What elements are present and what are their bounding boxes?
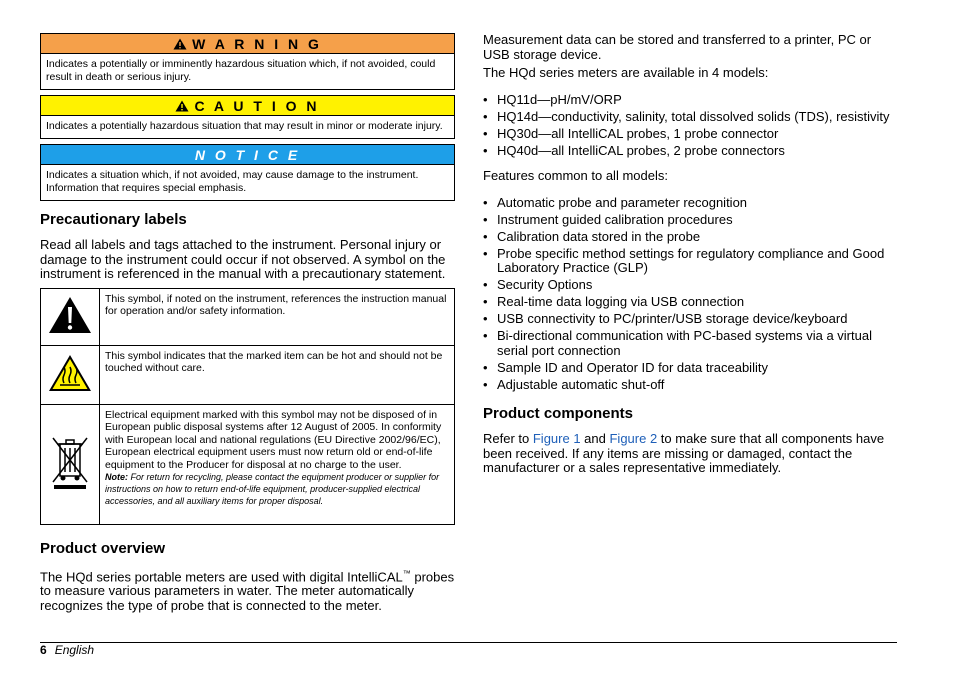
right-column bbox=[483, 33, 897, 476]
general-warning-icon bbox=[47, 295, 93, 335]
caution-header bbox=[41, 96, 454, 116]
warning-text: Indicates a potentially or imminently hazardous situation which, if not avoided, could result in death or serious injury. bbox=[46, 58, 436, 83]
page-number: 6 bbox=[40, 643, 47, 657]
caution-label: C A U T I O N bbox=[194, 97, 320, 114]
symbol-cell bbox=[41, 404, 100, 524]
list-item: • Automatic probe and parameter recognition bbox=[483, 196, 897, 211]
weee-crossed-bin-icon bbox=[50, 434, 90, 490]
overview-text: The HQd series portable meters are used with digital IntelliCAL™ probes to measure various parameters in water. The meter automatically recognizes the type of probe that is connected to the meter. bbox=[40, 568, 455, 613]
list-item: • USB connectivity to PC/printer/USB storage device/keyboard bbox=[483, 312, 897, 327]
data-storage-text: Measurement data can be stored and transferred to a printer, PC or USB storage device. bbox=[483, 32, 872, 62]
list-item: • Sample ID and Operator ID for data traceability bbox=[483, 361, 897, 376]
list-item: • Probe specific method settings for regulatory compliance and Good Laboratory Practice (GLP) bbox=[483, 247, 897, 276]
precautionary-table bbox=[40, 288, 455, 525]
symbol-cell bbox=[41, 288, 100, 345]
list-item: • HQ14d—conductivity, salinity, total dissolved solids (TDS), resistivity bbox=[483, 110, 897, 125]
table-row bbox=[41, 288, 455, 345]
figure-1-link[interactable]: Figure 1 bbox=[532, 431, 581, 446]
list-item: • HQ11d—pH/mV/ORP bbox=[483, 93, 897, 108]
models-intro: The HQd series meters are available in 4 models: bbox=[483, 65, 769, 80]
warning-box bbox=[40, 33, 455, 90]
footer-divider bbox=[40, 642, 897, 643]
weee-text: Electrical equipment marked with this symbol may not be disposed of in European public disposal systems after 12 August of 2005. In conformity with European local and national regulations (EU Directive 2002/96/EC), European electrical equipment users must now return old or end-of-life equipment to the Producer for disposal at no charge to the user. bbox=[105, 408, 442, 471]
components-text: Refer to Figure 1 and Figure 2 to make sure that all components have been received. If any items are missing or damaged, contact the manufacturer or a sales representative immediately. bbox=[483, 431, 885, 475]
precautionary-intro: Read all labels and tags attached to the instrument. Personal injury or damage to the instrument could occur if not observed. A symbol on the instrument is referenced in the manual with a precautionary statement. bbox=[40, 237, 446, 281]
notice-label: N O T I C E bbox=[194, 146, 301, 163]
notice-text: Indicates a situation which, if not avoided, may cause damage to the instrument. Information that requires special emphasis. bbox=[46, 169, 419, 194]
weee-note bbox=[105, 471, 449, 507]
footer-language: English bbox=[54, 643, 95, 657]
components-heading: Product components bbox=[483, 405, 634, 422]
table-row bbox=[41, 345, 455, 404]
list-item: • Bi-directional communication with PC-based systems via a virtual serial port connection bbox=[483, 329, 897, 358]
symbol-description: This symbol indicates that the marked item can be hot and should not be touched without care. bbox=[100, 345, 455, 404]
list-item: • Instrument guided calibration procedures bbox=[483, 213, 897, 228]
trademark-symbol: ™ bbox=[402, 568, 411, 578]
list-item: • Real-time data logging via USB connection bbox=[483, 295, 897, 310]
table-row bbox=[41, 404, 455, 524]
list-item: • HQ30d—all IntelliCAL probes, 1 probe connector bbox=[483, 127, 897, 142]
notice-header bbox=[41, 145, 454, 165]
overview-heading: Product overview bbox=[40, 539, 166, 557]
symbol-description: This symbol, if noted on the instrument, references the instruction manual for operation and/or safety information. bbox=[100, 288, 455, 345]
notice-box bbox=[40, 144, 455, 201]
features-intro: Features common to all models: bbox=[483, 168, 668, 183]
features-list bbox=[483, 196, 897, 393]
left-column bbox=[40, 33, 455, 613]
hot-surface-icon bbox=[47, 353, 93, 393]
list-item: • Security Options bbox=[483, 278, 897, 293]
warning-label: W A R N I N G bbox=[192, 35, 322, 52]
caution-triangle-icon bbox=[175, 100, 189, 112]
figure-2-link[interactable]: Figure 2 bbox=[609, 431, 658, 446]
caution-box bbox=[40, 95, 455, 139]
list-item: • HQ40d—all IntelliCAL probes, 2 probe connectors bbox=[483, 144, 897, 159]
precautionary-heading: Precautionary labels bbox=[40, 211, 187, 228]
symbol-cell bbox=[41, 345, 100, 404]
note-label: Note: bbox=[105, 472, 128, 482]
list-item: • Calibration data stored in the probe bbox=[483, 230, 897, 245]
symbol-description bbox=[100, 404, 455, 524]
warning-triangle-icon bbox=[173, 38, 187, 50]
caution-text: Indicates a potentially hazardous situation that may result in minor or moderate injury. bbox=[46, 120, 443, 132]
warning-header bbox=[41, 34, 454, 54]
models-list bbox=[483, 93, 897, 159]
page-footer bbox=[40, 643, 94, 657]
note-text: For return for recycling, please contact the equipment producer or supplier for instructions on how to return end-of-life equipment, producer-supplied electrical accessories, and all auxiliary items for proper disposal. bbox=[105, 472, 440, 506]
list-item: • Adjustable automatic shut-off bbox=[483, 378, 897, 393]
